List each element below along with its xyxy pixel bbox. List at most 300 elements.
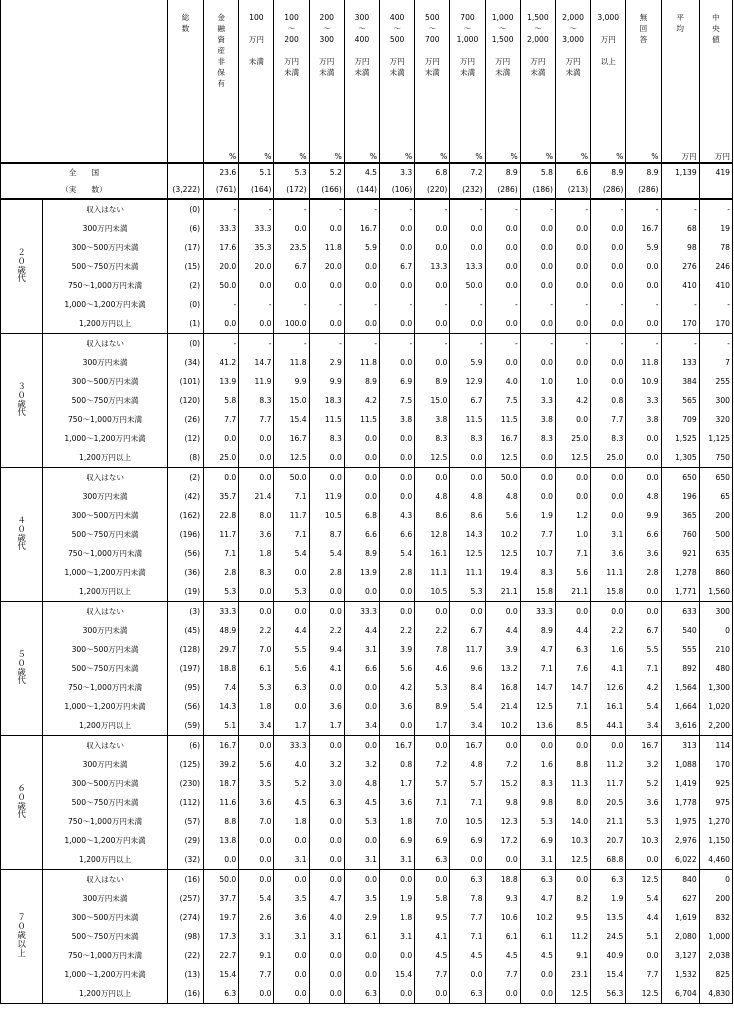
data-cell: 7.1 bbox=[520, 659, 555, 678]
data-cell: 2.8 bbox=[309, 563, 344, 582]
table-row bbox=[1, 506, 733, 525]
data-cell: 18.7 bbox=[204, 774, 239, 793]
income-label: 1,200万円以上 bbox=[43, 448, 168, 468]
data-cell: - bbox=[204, 334, 239, 354]
data-cell: 0.0 bbox=[239, 984, 274, 1004]
data-cell: 4.5 bbox=[450, 946, 485, 965]
data-cell: 114 bbox=[699, 736, 732, 756]
data-cell: 0.0 bbox=[591, 238, 626, 257]
data-cell: 44.1 bbox=[591, 716, 626, 736]
data-cell: 4.4 bbox=[485, 621, 520, 640]
data-cell: 0.0 bbox=[555, 276, 590, 295]
data-cell: 0.0 bbox=[274, 602, 309, 622]
data-cell: 5.2 bbox=[274, 774, 309, 793]
data-cell: 6.6 bbox=[380, 525, 415, 544]
data-cell: 11.8 bbox=[274, 353, 309, 372]
data-cell: 0.0 bbox=[239, 736, 274, 756]
data-cell: - bbox=[309, 334, 344, 354]
data-cell: 8.3 bbox=[239, 563, 274, 582]
data-cell: 3,616 bbox=[661, 716, 699, 736]
data-cell: 11.6 bbox=[204, 793, 239, 812]
data-cell: 1.0 bbox=[555, 372, 590, 391]
data-cell: 0.0 bbox=[626, 429, 661, 448]
column-header-line: 万円 bbox=[424, 57, 440, 66]
data-cell: 3.1 bbox=[520, 850, 555, 870]
column-header-line bbox=[593, 23, 623, 34]
data-cell: 5.7 bbox=[415, 774, 450, 793]
column-header-line: 2,000 bbox=[526, 35, 549, 44]
data-cell: 6,704 bbox=[661, 984, 699, 1004]
data-cell: 1,088 bbox=[661, 755, 699, 774]
data-cell: 13.9 bbox=[344, 563, 379, 582]
data-cell: 1,150 bbox=[699, 831, 732, 850]
data-cell: - bbox=[344, 334, 379, 354]
age-group-label bbox=[1, 870, 43, 1004]
data-cell: (59) bbox=[167, 716, 203, 736]
data-cell: 0.0 bbox=[555, 314, 590, 334]
data-cell: 7.7 bbox=[204, 410, 239, 429]
data-cell: 8.9 bbox=[520, 621, 555, 640]
data-cell: 0.0 bbox=[485, 984, 520, 1004]
column-header-line: 万円 bbox=[495, 57, 511, 66]
data-cell: 12.5 bbox=[626, 870, 661, 890]
data-cell: 2.2 bbox=[239, 621, 274, 640]
data-cell: 0.0 bbox=[450, 238, 485, 257]
data-cell: 4.2 bbox=[380, 678, 415, 697]
data-cell: 8.7 bbox=[309, 525, 344, 544]
unit-cell: % bbox=[591, 145, 626, 163]
data-cell: 565 bbox=[661, 391, 699, 410]
data-cell: 0.0 bbox=[415, 984, 450, 1004]
data-cell: 0.0 bbox=[380, 582, 415, 602]
data-cell: 100.0 bbox=[274, 314, 309, 334]
data-cell: 0.0 bbox=[380, 448, 415, 468]
data-cell: 19.4 bbox=[485, 563, 520, 582]
data-cell: 7.5 bbox=[380, 391, 415, 410]
data-cell: 627 bbox=[661, 889, 699, 908]
data-cell: 50.0 bbox=[450, 276, 485, 295]
data-cell: 0.0 bbox=[380, 946, 415, 965]
data-cell: - bbox=[626, 199, 661, 219]
data-cell: 33.3 bbox=[520, 602, 555, 622]
data-cell: 6.8 bbox=[415, 163, 450, 181]
data-cell: 4.1 bbox=[309, 659, 344, 678]
data-cell: 8.3 bbox=[591, 429, 626, 448]
data-cell: 0.0 bbox=[239, 602, 274, 622]
data-cell: - bbox=[520, 295, 555, 314]
table-row bbox=[1, 716, 733, 736]
unit-cell: % bbox=[555, 145, 590, 163]
column-header-line: 未満 bbox=[424, 68, 440, 77]
data-cell: - bbox=[555, 199, 590, 219]
unit-cell: % bbox=[344, 145, 379, 163]
data-cell: (32) bbox=[167, 850, 203, 870]
data-cell: 12.5 bbox=[555, 984, 590, 1004]
data-cell: 892 bbox=[661, 659, 699, 678]
data-cell: (286) bbox=[485, 181, 520, 199]
unit-cell: % bbox=[380, 145, 415, 163]
data-cell: - bbox=[344, 199, 379, 219]
income-label: 1,200万円以上 bbox=[43, 850, 168, 870]
column-header-line: 資 bbox=[217, 35, 225, 44]
data-cell: 7.6 bbox=[555, 659, 590, 678]
data-cell: 9.3 bbox=[485, 889, 520, 908]
data-cell: 6.3 bbox=[415, 850, 450, 870]
data-cell: 40.9 bbox=[591, 946, 626, 965]
data-cell: 8.0 bbox=[239, 506, 274, 525]
data-cell: (101) bbox=[167, 372, 203, 391]
income-label: 300～500万円未満 bbox=[43, 372, 168, 391]
data-cell: 0.0 bbox=[309, 276, 344, 295]
data-cell: 1.8 bbox=[380, 908, 415, 927]
data-cell: 0.0 bbox=[626, 946, 661, 965]
data-cell: 15.2 bbox=[485, 774, 520, 793]
data-cell: 170 bbox=[699, 314, 732, 334]
column-header-line: 500 bbox=[389, 35, 405, 44]
table-row bbox=[1, 448, 733, 468]
data-cell: 0.0 bbox=[485, 257, 520, 276]
data-cell: (162) bbox=[167, 506, 203, 525]
unit-row bbox=[1, 145, 733, 163]
data-cell: 16.7 bbox=[274, 429, 309, 448]
data-cell: 0.0 bbox=[485, 736, 520, 756]
data-cell: 0.0 bbox=[555, 353, 590, 372]
age-group-text: ７０歳以上 bbox=[17, 913, 26, 959]
data-cell: 68.8 bbox=[591, 850, 626, 870]
data-cell: 0.0 bbox=[485, 276, 520, 295]
age-group-text: ５０歳代 bbox=[17, 649, 26, 687]
column-header-line bbox=[452, 45, 482, 56]
column-header-line: 1,500 bbox=[526, 13, 549, 22]
table-row bbox=[1, 850, 733, 870]
data-cell: (16) bbox=[167, 870, 203, 890]
column-header-line: 産 bbox=[217, 46, 225, 55]
column-header-line: 未満 bbox=[565, 68, 581, 77]
data-cell: 4.0 bbox=[274, 755, 309, 774]
column-header-line: 200 bbox=[284, 35, 299, 44]
data-cell: 11.9 bbox=[239, 372, 274, 391]
data-cell: 0.0 bbox=[204, 850, 239, 870]
data-cell: 419 bbox=[699, 163, 732, 181]
data-cell: 4.7 bbox=[520, 640, 555, 659]
data-cell: 0.0 bbox=[520, 984, 555, 1004]
data-cell: 11.9 bbox=[309, 487, 344, 506]
age-group-text: ６０歳代 bbox=[17, 783, 26, 821]
data-cell: 0.0 bbox=[309, 831, 344, 850]
data-cell: 6.1 bbox=[485, 927, 520, 946]
data-cell: 23.6 bbox=[204, 163, 239, 181]
income-label: 1,000～1,200万円未満 bbox=[43, 429, 168, 448]
column-header-line: 未満 bbox=[283, 68, 300, 77]
national-row bbox=[1, 163, 733, 181]
data-cell: 1.0 bbox=[520, 372, 555, 391]
data-cell: 11.7 bbox=[450, 640, 485, 659]
data-cell: 1.9 bbox=[380, 889, 415, 908]
data-cell: 0.0 bbox=[380, 487, 415, 506]
data-cell: 0.0 bbox=[309, 965, 344, 984]
data-cell: 0.0 bbox=[380, 716, 415, 736]
table-row bbox=[1, 544, 733, 563]
income-label: 750～1,000万円未満 bbox=[43, 410, 168, 429]
data-cell: 5.4 bbox=[450, 697, 485, 716]
data-cell: 7.7 bbox=[450, 908, 485, 927]
data-cell: 11.5 bbox=[485, 410, 520, 429]
column-header-line: 未満 bbox=[495, 68, 511, 77]
data-cell: 365 bbox=[661, 506, 699, 525]
data-cell: 921 bbox=[661, 544, 699, 563]
data-cell: (0) bbox=[167, 334, 203, 354]
column-header-line: 未満 bbox=[459, 68, 476, 77]
column-header-line: 均 bbox=[676, 24, 684, 33]
data-cell: 0.0 bbox=[309, 850, 344, 870]
data-cell: 35.3 bbox=[239, 238, 274, 257]
data-cell: 0.0 bbox=[344, 678, 379, 697]
data-cell: 0.0 bbox=[344, 314, 379, 334]
data-cell: 5.3 bbox=[626, 812, 661, 831]
data-cell: 5.3 bbox=[204, 582, 239, 602]
table-row bbox=[1, 582, 733, 602]
data-cell: 4.6 bbox=[415, 659, 450, 678]
column-header-line: ～ bbox=[569, 24, 577, 33]
data-cell: 16.7 bbox=[485, 429, 520, 448]
data-cell: 7.2 bbox=[485, 755, 520, 774]
data-cell: (15) bbox=[167, 257, 203, 276]
data-cell: 0.0 bbox=[380, 314, 415, 334]
data-cell: 1,778 bbox=[661, 793, 699, 812]
data-cell: 0.0 bbox=[380, 353, 415, 372]
data-cell: 11.5 bbox=[309, 410, 344, 429]
data-cell: 5.4 bbox=[626, 697, 661, 716]
data-cell: 9.1 bbox=[555, 946, 590, 965]
unit-cell: % bbox=[415, 145, 450, 163]
data-cell: 0.0 bbox=[239, 468, 274, 488]
data-cell: 22.8 bbox=[204, 506, 239, 525]
data-cell: 12.5 bbox=[415, 448, 450, 468]
table-row bbox=[1, 199, 733, 219]
column-header-line bbox=[382, 45, 412, 56]
data-cell: 11.8 bbox=[344, 353, 379, 372]
data-cell: 8.3 bbox=[239, 391, 274, 410]
data-cell: 33.3 bbox=[344, 602, 379, 622]
data-cell: 5.8 bbox=[415, 889, 450, 908]
age-group-text: ３０歳代 bbox=[17, 381, 26, 419]
column-header bbox=[520, 0, 555, 145]
data-cell: 0.0 bbox=[309, 582, 344, 602]
table-row bbox=[1, 984, 733, 1004]
data-cell: 0.0 bbox=[626, 850, 661, 870]
data-cell: (95) bbox=[167, 678, 203, 697]
data-cell: 1,020 bbox=[699, 697, 732, 716]
data-cell: 0.0 bbox=[626, 257, 661, 276]
income-label: 1,000～1,200万円未満 bbox=[43, 295, 168, 314]
data-cell: 50.0 bbox=[204, 870, 239, 890]
data-cell: - bbox=[274, 199, 309, 219]
table-row bbox=[1, 276, 733, 295]
data-cell: 196 bbox=[661, 487, 699, 506]
data-cell: 6.3 bbox=[204, 984, 239, 1004]
data-cell: 0.0 bbox=[309, 870, 344, 890]
data-cell: 1.7 bbox=[274, 716, 309, 736]
income-label: 500～750万円未満 bbox=[43, 793, 168, 812]
data-cell: - bbox=[485, 199, 520, 219]
unit-cell: % bbox=[309, 145, 344, 163]
data-cell: 1.8 bbox=[380, 812, 415, 831]
column-header-line: 回 bbox=[639, 24, 648, 33]
data-cell: 1.8 bbox=[239, 544, 274, 563]
data-cell: 0.8 bbox=[591, 391, 626, 410]
data-cell: 2,200 bbox=[699, 716, 732, 736]
data-cell: 0.0 bbox=[309, 448, 344, 468]
data-cell: 4.8 bbox=[626, 487, 661, 506]
data-cell: 9.1 bbox=[239, 946, 274, 965]
data-cell: 7.8 bbox=[450, 889, 485, 908]
data-cell: 0.0 bbox=[309, 984, 344, 1004]
data-cell: 0.0 bbox=[415, 736, 450, 756]
column-header-line: 3,000 bbox=[597, 13, 620, 22]
data-cell: 0.0 bbox=[309, 602, 344, 622]
data-cell: 0.0 bbox=[591, 314, 626, 334]
table-row bbox=[1, 774, 733, 793]
data-cell: 16.1 bbox=[591, 697, 626, 716]
data-cell: 0.0 bbox=[450, 468, 485, 488]
income-label: 収入はない bbox=[43, 199, 168, 219]
data-cell: (0) bbox=[167, 295, 203, 314]
data-cell: (761) bbox=[204, 181, 239, 199]
column-header bbox=[555, 0, 590, 145]
data-cell: (164) bbox=[239, 181, 274, 199]
column-header bbox=[485, 0, 520, 145]
data-cell: 5.6 bbox=[555, 563, 590, 582]
data-cell: 3.5 bbox=[239, 774, 274, 793]
data-cell: 6.6 bbox=[344, 659, 379, 678]
data-cell: 6.7 bbox=[450, 391, 485, 410]
income-label: 500～750万円未満 bbox=[43, 257, 168, 276]
income-label: 300～500万円未満 bbox=[43, 908, 168, 927]
data-cell: (8) bbox=[167, 448, 203, 468]
table-row bbox=[1, 353, 733, 372]
data-cell: 4.8 bbox=[415, 487, 450, 506]
column-header bbox=[415, 0, 450, 145]
data-cell: 4.0 bbox=[309, 908, 344, 927]
table-row bbox=[1, 659, 733, 678]
data-cell: 8.6 bbox=[450, 506, 485, 525]
data-cell: 540 bbox=[661, 621, 699, 640]
unit-cell: % bbox=[239, 145, 274, 163]
income-label: 300～500万円未満 bbox=[43, 506, 168, 525]
data-cell: 3.8 bbox=[415, 410, 450, 429]
income-label: 1,000～1,200万円未満 bbox=[43, 965, 168, 984]
data-cell: 5.4 bbox=[274, 544, 309, 563]
data-cell: 6.7 bbox=[274, 257, 309, 276]
data-cell: 3.5 bbox=[274, 889, 309, 908]
data-cell: 4.4 bbox=[626, 908, 661, 927]
data-cell: 50.0 bbox=[274, 468, 309, 488]
data-cell: 3,127 bbox=[661, 946, 699, 965]
data-cell: 709 bbox=[661, 410, 699, 429]
column-header-line: 300 bbox=[354, 13, 370, 22]
data-cell: 7.1 bbox=[415, 793, 450, 812]
data-cell: - bbox=[591, 199, 626, 219]
data-cell: 68 bbox=[661, 219, 699, 238]
data-cell: 39.2 bbox=[204, 755, 239, 774]
column-header-line: 100 bbox=[284, 13, 299, 22]
data-cell: 925 bbox=[699, 774, 732, 793]
data-cell: 4.4 bbox=[274, 621, 309, 640]
data-cell: 650 bbox=[699, 468, 732, 488]
data-cell: 0.0 bbox=[591, 736, 626, 756]
data-cell: 3.6 bbox=[309, 697, 344, 716]
data-cell: (120) bbox=[167, 391, 203, 410]
data-cell: 9.9 bbox=[274, 372, 309, 391]
data-cell: 3.5 bbox=[344, 889, 379, 908]
data-cell: 6.3 bbox=[520, 870, 555, 890]
data-cell: 0.0 bbox=[485, 602, 520, 622]
data-cell: 4.5 bbox=[485, 946, 520, 965]
income-label: 500～750万円未満 bbox=[43, 927, 168, 946]
data-cell: 410 bbox=[661, 276, 699, 295]
data-cell: 1,532 bbox=[661, 965, 699, 984]
table-row bbox=[1, 678, 733, 697]
data-cell: (286) bbox=[626, 181, 661, 199]
data-cell: - bbox=[485, 295, 520, 314]
data-cell: 5.9 bbox=[344, 238, 379, 257]
data-cell bbox=[167, 163, 203, 181]
data-cell: 3.4 bbox=[450, 716, 485, 736]
data-cell: 7.7 bbox=[591, 410, 626, 429]
data-cell: 2.2 bbox=[380, 621, 415, 640]
data-cell: 33.3 bbox=[239, 219, 274, 238]
data-cell: 9.8 bbox=[520, 793, 555, 812]
data-cell: 15.0 bbox=[274, 391, 309, 410]
data-cell: (2) bbox=[167, 468, 203, 488]
data-cell: 6.3 bbox=[309, 793, 344, 812]
data-cell: 0.0 bbox=[344, 448, 379, 468]
data-cell: 41.2 bbox=[204, 353, 239, 372]
data-cell: 3.4 bbox=[626, 716, 661, 736]
data-cell: 15.0 bbox=[415, 391, 450, 410]
data-cell: 0.0 bbox=[555, 257, 590, 276]
income-label: 1,000～1,200万円未満 bbox=[43, 563, 168, 582]
data-cell: 12.5 bbox=[520, 697, 555, 716]
column-header-line: 万円 bbox=[389, 57, 405, 66]
data-cell: 24.5 bbox=[591, 927, 626, 946]
column-header-line bbox=[276, 45, 306, 56]
data-cell: 0.0 bbox=[591, 219, 626, 238]
income-label: 750～1,000万円未満 bbox=[43, 812, 168, 831]
data-cell: 0.0 bbox=[415, 314, 450, 334]
data-cell: 7.7 bbox=[520, 525, 555, 544]
table-row bbox=[1, 965, 733, 984]
data-cell: 1,278 bbox=[661, 563, 699, 582]
column-header-line: 万円 bbox=[600, 35, 616, 44]
data-cell: 5.4 bbox=[239, 889, 274, 908]
data-cell: 6,022 bbox=[661, 850, 699, 870]
data-cell: 2.9 bbox=[344, 908, 379, 927]
data-cell: 1,419 bbox=[661, 774, 699, 793]
data-cell: 6.6 bbox=[555, 163, 590, 181]
header-label-cell bbox=[1, 0, 168, 145]
data-cell: 1.7 bbox=[415, 716, 450, 736]
data-cell: 255 bbox=[699, 372, 732, 391]
unit-label-cell bbox=[1, 145, 168, 163]
data-cell: 9.5 bbox=[415, 908, 450, 927]
data-cell: 0.0 bbox=[239, 314, 274, 334]
data-cell: 0.0 bbox=[450, 448, 485, 468]
table-row bbox=[1, 487, 733, 506]
data-cell: 4.2 bbox=[555, 391, 590, 410]
data-cell: (34) bbox=[167, 353, 203, 372]
column-header-line: 100 bbox=[249, 13, 264, 22]
